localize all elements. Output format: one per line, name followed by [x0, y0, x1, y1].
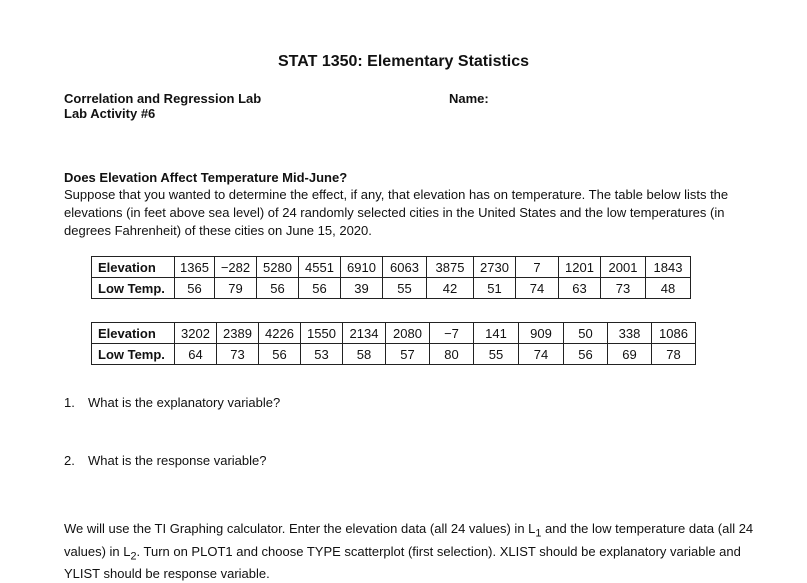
low-temp-cell: 64: [175, 344, 217, 365]
question-1: [64, 395, 280, 410]
elevation-cell: 909: [519, 323, 564, 344]
elevation-cell: 4226: [259, 323, 301, 344]
low-temp-cell: 56: [175, 278, 215, 299]
elevation-row: [92, 257, 691, 278]
low-temp-cell: 48: [646, 278, 691, 299]
elevation-cell: 2389: [217, 323, 259, 344]
question-number: 2.: [64, 453, 75, 468]
low-temp-cell: 51: [474, 278, 516, 299]
instructions-text: and the low temperature data (all 24 values) in L: [64, 521, 754, 559]
calculator-instructions: [64, 520, 764, 583]
low-temp-cell: 58: [343, 344, 386, 365]
low-temp-row-label: Low Temp.: [92, 278, 175, 299]
low-temp-cell: 73: [217, 344, 259, 365]
instructions-text: . Turn on PLOT1 and choose TYPE scatterplot (first selection). XLIST should be explanatory variable and YLIST should be response variable.: [64, 543, 741, 582]
elevation-cell: 1843: [646, 257, 691, 278]
low-temp-cell: 63: [559, 278, 601, 299]
elevation-cell: 1201: [559, 257, 601, 278]
elevation-cell: 2730: [474, 257, 516, 278]
elevation-cell: 2134: [343, 323, 386, 344]
name-label: Name:: [449, 91, 489, 106]
list-subscript: 1: [535, 527, 542, 540]
elevation-cell: 4551: [299, 257, 341, 278]
low-temp-cell: 39: [341, 278, 383, 299]
low-temp-cell: 53: [301, 344, 343, 365]
data-table-2: [91, 322, 696, 365]
elevation-cell: 338: [608, 323, 652, 344]
low-temp-cell: 79: [215, 278, 257, 299]
low-temp-cell: 80: [430, 344, 474, 365]
lab-name: Correlation and Regression Lab: [64, 91, 262, 106]
low-temp-cell: 78: [652, 344, 696, 365]
elevation-cell: 2080: [386, 323, 430, 344]
elevation-cell: 3875: [427, 257, 474, 278]
elevation-cell: 6063: [383, 257, 427, 278]
low-temp-cell: 55: [474, 344, 519, 365]
instructions-text: We will use the TI Graphing calculator. Enter the elevation data (all 24 values) in L: [64, 521, 536, 536]
elevation-cell: −7: [430, 323, 474, 344]
page-title: STAT 1350: Elementary Statistics: [277, 53, 530, 70]
elevation-cell: 1365: [175, 257, 215, 278]
low-temp-row-label: Low Temp.: [92, 344, 175, 365]
lab-activity-number: Lab Activity #6: [64, 106, 156, 121]
question-number: 1.: [64, 395, 75, 410]
elevation-row-label: Elevation: [92, 323, 175, 344]
low-temp-cell: 57: [386, 344, 430, 365]
elevation-cell: 3202: [175, 323, 217, 344]
intro-paragraph: Suppose that you wanted to determine the effect, if any, that elevation has on temperature. The table below lists the elevations (in feet above sea level) of 24 randomly selected cities in the United States and the low temperatures (in degrees Fahrenheit) of these cities on June 15, 2020.: [64, 187, 729, 238]
low-temp-cell: 74: [519, 344, 564, 365]
elevation-cell: −282: [215, 257, 257, 278]
elevation-cell: 1550: [301, 323, 343, 344]
low-temp-cell: 69: [608, 344, 652, 365]
elevation-row: [92, 323, 696, 344]
low-temp-cell: 56: [259, 344, 301, 365]
question-text: What is the explanatory variable?: [88, 395, 281, 410]
section-heading: Does Elevation Affect Temperature Mid-June?: [64, 170, 348, 185]
question-2: [64, 453, 266, 468]
low-temp-cell: 56: [257, 278, 299, 299]
low-temp-cell: 73: [601, 278, 646, 299]
question-text: What is the response variable?: [88, 453, 267, 468]
elevation-cell: 5280: [257, 257, 299, 278]
low-temp-row: [92, 344, 696, 365]
elevation-cell: 141: [474, 323, 519, 344]
elevation-row-label: Elevation: [92, 257, 175, 278]
data-table-1: [91, 256, 691, 299]
elevation-cell: 7: [516, 257, 559, 278]
low-temp-cell: 55: [383, 278, 427, 299]
elevation-cell: 1086: [652, 323, 696, 344]
list-subscript: 2: [130, 550, 137, 563]
low-temp-cell: 56: [564, 344, 608, 365]
low-temp-cell: 74: [516, 278, 559, 299]
low-temp-row: [92, 278, 691, 299]
low-temp-cell: 42: [427, 278, 474, 299]
low-temp-cell: 56: [299, 278, 341, 299]
elevation-cell: 6910: [341, 257, 383, 278]
elevation-cell: 2001: [601, 257, 646, 278]
elevation-cell: 50: [564, 323, 608, 344]
